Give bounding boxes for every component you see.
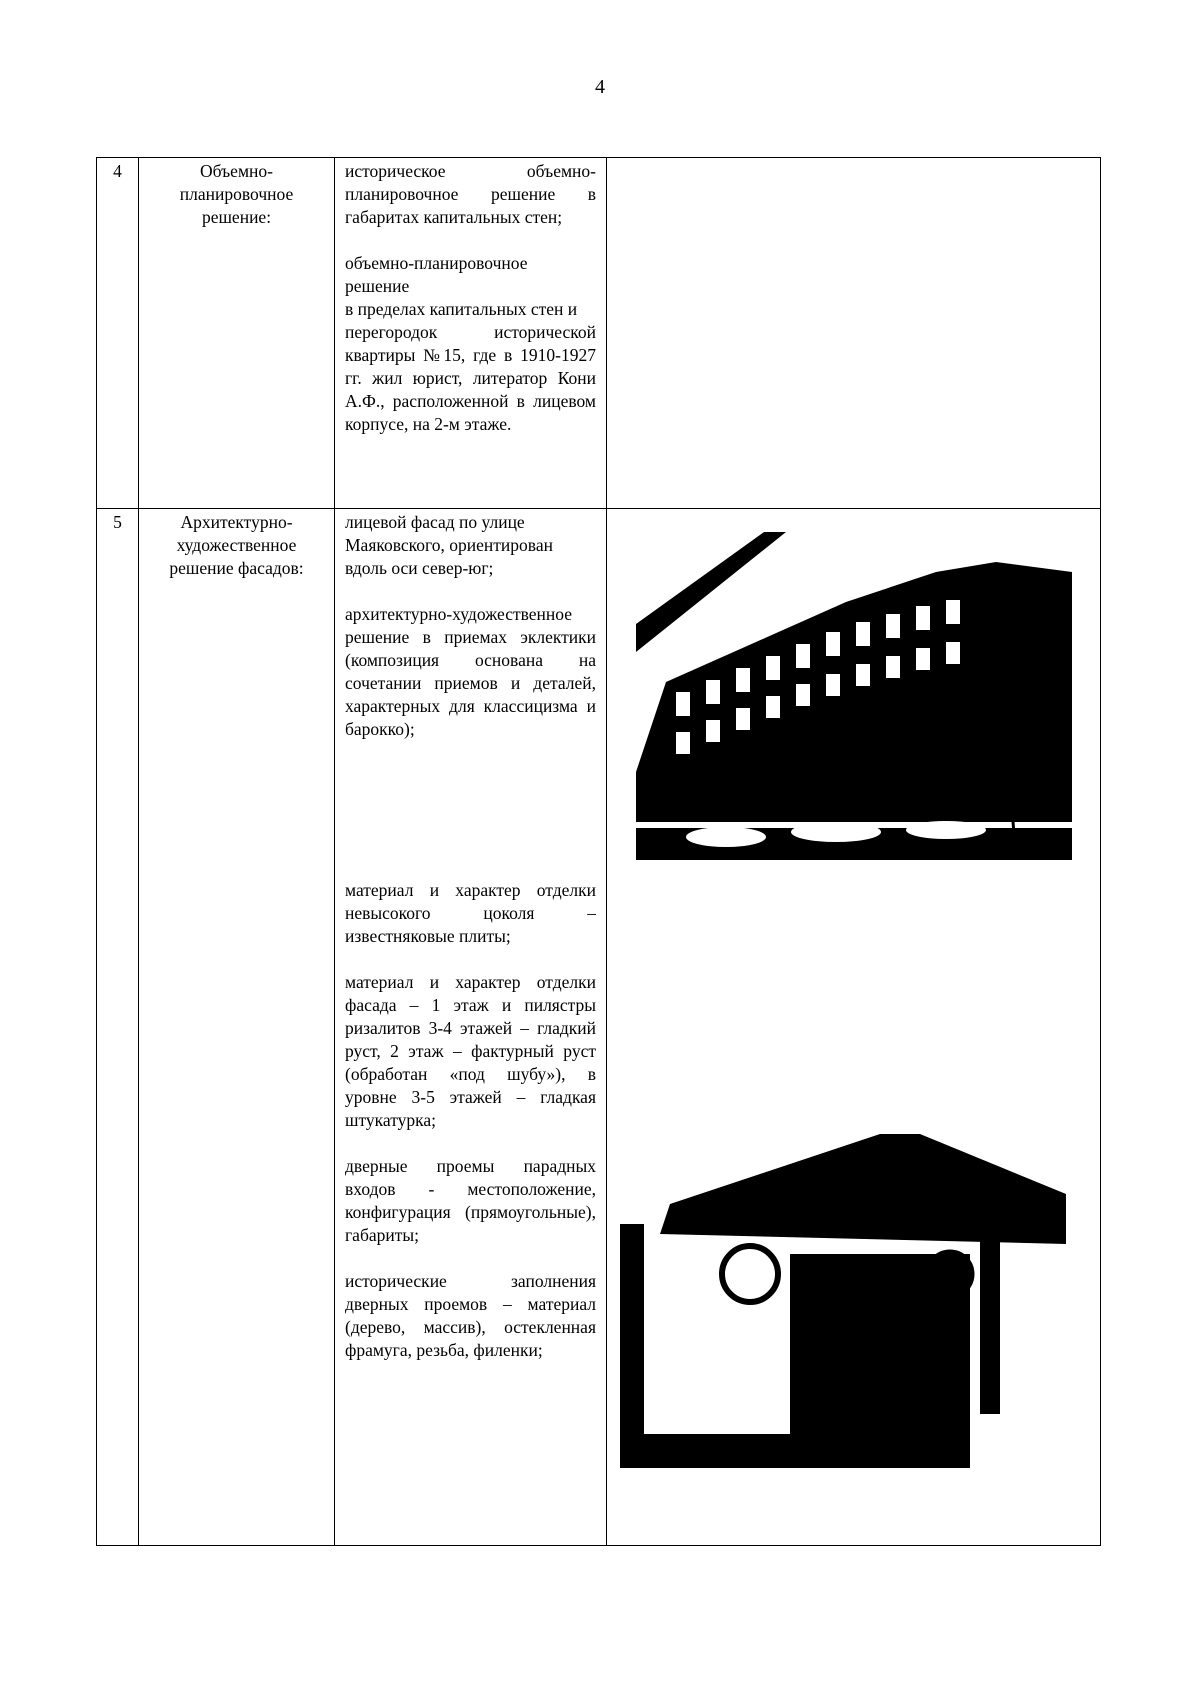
row-title (139, 509, 335, 1546)
row-image-cell (607, 158, 1101, 509)
description-paragraph: материал и характер отделки фасада – 1 этаж и пилястры ризалитов 3-4 этажей – гладкий руст, 2 этаж – фактурный руст (обработан «под шубу»), в уровне 3-5 этажей – гладкая штукатурка; (345, 972, 596, 1130)
row-number: 4 (97, 158, 139, 509)
description-paragraph: архитектурно-художественное решение в приемах эклектики (композиция основана на сочетании приемов и деталей, характерных для классицизма и барокко); (345, 604, 596, 739)
row-title-line: Объемно- (200, 161, 273, 181)
description-paragraph: в пределах капитальных стен и (345, 299, 578, 319)
row-number: 5 (97, 509, 139, 1546)
description-paragraph: лицевой фасад по улице Маяковского, ориентирован вдоль оси север-юг; (345, 512, 553, 578)
description-paragraph: исторические заполнения дверных проемов – материал (дерево, массив), остекленная фрамуга, резьба, филенки; (345, 1271, 596, 1360)
page-number: 4 (595, 76, 605, 98)
row-description (335, 509, 607, 1546)
entrance-photo (620, 1134, 1066, 1468)
description-paragraph: историческое объемно-планировочное решение в габаритах капитальных стен; (345, 161, 596, 227)
row-title-line: художественное (176, 535, 297, 555)
description-paragraph: объемно-планировочное решение (345, 253, 528, 296)
table-row-4 (97, 158, 1101, 509)
row-title-line: Архитектурно- (180, 512, 293, 532)
row-title-line: планировочное (179, 184, 294, 204)
row-title (139, 158, 335, 509)
requirements-table (96, 157, 1101, 1546)
description-paragraph: перегородок исторической квартиры №15, где в 1910-1927 гг. жил юрист, литератор Кони А.Ф., расположенной в лицевом корпусе, на 2-м этаже. (345, 322, 596, 434)
row-title-line: решение: (201, 207, 272, 227)
row-description (335, 158, 607, 509)
row-image-cell (607, 509, 1101, 1546)
facade-photo (636, 532, 1072, 860)
row-title-line: решение фасадов: (169, 558, 304, 578)
table-row-5 (97, 509, 1101, 1546)
description-paragraph: материал и характер отделки невысокого цоколя – известняковые плиты; (345, 880, 596, 946)
description-paragraph: дверные проемы парадных входов - местоположение, конфигурация (прямоугольные), габариты; (345, 1156, 596, 1245)
